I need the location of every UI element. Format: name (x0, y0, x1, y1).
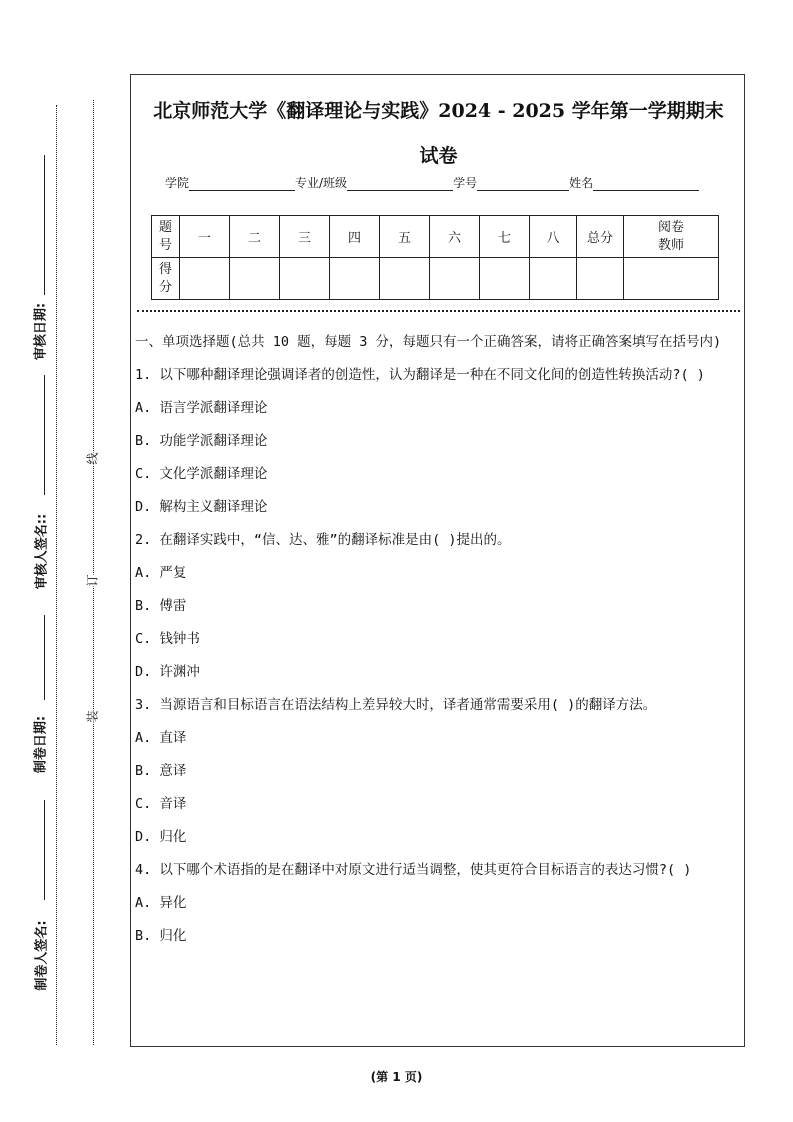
question-4-option-b: B. 归化 (135, 928, 187, 944)
student-info-row (165, 174, 699, 191)
college-blank[interactable] (189, 177, 295, 191)
score-input-1[interactable] (180, 258, 230, 300)
cell-col-6: 六 (430, 216, 480, 258)
question-3-option-d: D. 归化 (135, 829, 187, 845)
question-4-option-a: A. 异化 (135, 895, 187, 911)
college-label: 学院 (165, 176, 190, 190)
section-separator (137, 310, 740, 312)
cell-col-total: 总分 (577, 216, 624, 258)
question-3-option-c: C. 音译 (135, 796, 187, 812)
question-3-option-a: A. 直译 (135, 730, 187, 746)
label-review-date: 审核日期: (33, 302, 49, 361)
sign-line-make-date (44, 615, 45, 700)
bind-char-xian: 线 (82, 452, 103, 464)
score-table (151, 215, 719, 300)
exam-title-line2: 试卷 (419, 145, 458, 167)
cell-col-8: 八 (530, 216, 577, 258)
score-input-5[interactable] (380, 258, 430, 300)
bind-char-ding: 订 (82, 574, 103, 586)
exam-title-line1: 北京师范大学《翻译理论与实践》2024 - 2025 学年第一学期期末 (153, 100, 724, 122)
exam-title (131, 89, 746, 179)
question-3-option-b: B. 意译 (135, 763, 187, 779)
sign-line-maker (44, 800, 45, 900)
cell-col-2: 二 (230, 216, 280, 258)
cell-score-label: 得 分 (152, 258, 180, 300)
cell-col-reviewer: 阅卷 教师 (624, 216, 719, 258)
name-blank[interactable] (593, 177, 699, 191)
score-input-reviewer[interactable] (624, 258, 719, 300)
score-input-6[interactable] (430, 258, 480, 300)
cell-col-4: 四 (330, 216, 380, 258)
question-2-option-d: D. 许渊冲 (135, 664, 200, 680)
major-class-blank[interactable] (347, 177, 453, 191)
label-make-date: 制卷日期: (33, 715, 49, 774)
question-2-option-a: A. 严复 (135, 565, 187, 581)
label-maker-signature: 制卷人签名: (34, 920, 50, 991)
question-4-stem: 4. 以下哪个术语指的是在翻译中对原文进行适当调整，使其更符合目标语言的表达习惯?( ) (135, 862, 692, 878)
sign-line-review-date (44, 155, 45, 295)
sign-line-reviewer (44, 375, 45, 495)
question-3-stem: 3. 当源语言和目标语言在语法结构上差异较大时，译者通常需要采用( )的翻译方法。 (135, 697, 657, 713)
student-id-blank[interactable] (477, 177, 569, 191)
binding-dotted-line-left (56, 105, 57, 1045)
score-table-header-row (152, 216, 719, 258)
bind-char-zhuang: 装 (82, 710, 103, 722)
label-reviewer-signature: 审核人签名:: (34, 513, 50, 590)
score-input-total[interactable] (577, 258, 624, 300)
question-1-option-d: D. 解构主义翻译理论 (135, 499, 268, 515)
binding-dotted-line-right (93, 100, 94, 1045)
section1-heading: 一、单项选择题(总共 10 题，每题 3 分，每题只有一个正确答案，请将正确答案填写在括号内) (135, 334, 722, 350)
cell-question-number-label: 题 号 (152, 216, 180, 258)
question-2-option-b: B. 傅雷 (135, 598, 187, 614)
question-2-stem: 2. 在翻译实践中，“信、达、雅”的翻译标准是由( )提出的。 (135, 532, 511, 548)
cell-col-3: 三 (280, 216, 330, 258)
question-1-stem: 1. 以下哪种翻译理论强调译者的创造性，认为翻译是一种在不同文化间的创造性转换活动?( ) (135, 367, 705, 383)
question-2-option-c: C. 钱钟书 (135, 631, 200, 647)
cell-col-1: 一 (180, 216, 230, 258)
question-1-option-b: B. 功能学派翻译理论 (135, 433, 268, 449)
cell-col-5: 五 (380, 216, 430, 258)
score-input-2[interactable] (230, 258, 280, 300)
score-input-8[interactable] (530, 258, 577, 300)
score-table-score-row (152, 258, 719, 300)
question-1-option-a: A. 语言学派翻译理论 (135, 400, 268, 416)
exam-page-frame (130, 74, 745, 1047)
page-number-footer: (第 1 页) (370, 1070, 423, 1084)
exam-content (135, 331, 741, 958)
score-input-4[interactable] (330, 258, 380, 300)
score-input-3[interactable] (280, 258, 330, 300)
score-input-7[interactable] (480, 258, 530, 300)
major-class-label: 专业/班级 (295, 176, 348, 190)
cell-col-7: 七 (480, 216, 530, 258)
student-id-label: 学号 (453, 176, 478, 190)
question-1-option-c: C. 文化学派翻译理论 (135, 466, 268, 482)
name-label: 姓名 (569, 176, 594, 190)
